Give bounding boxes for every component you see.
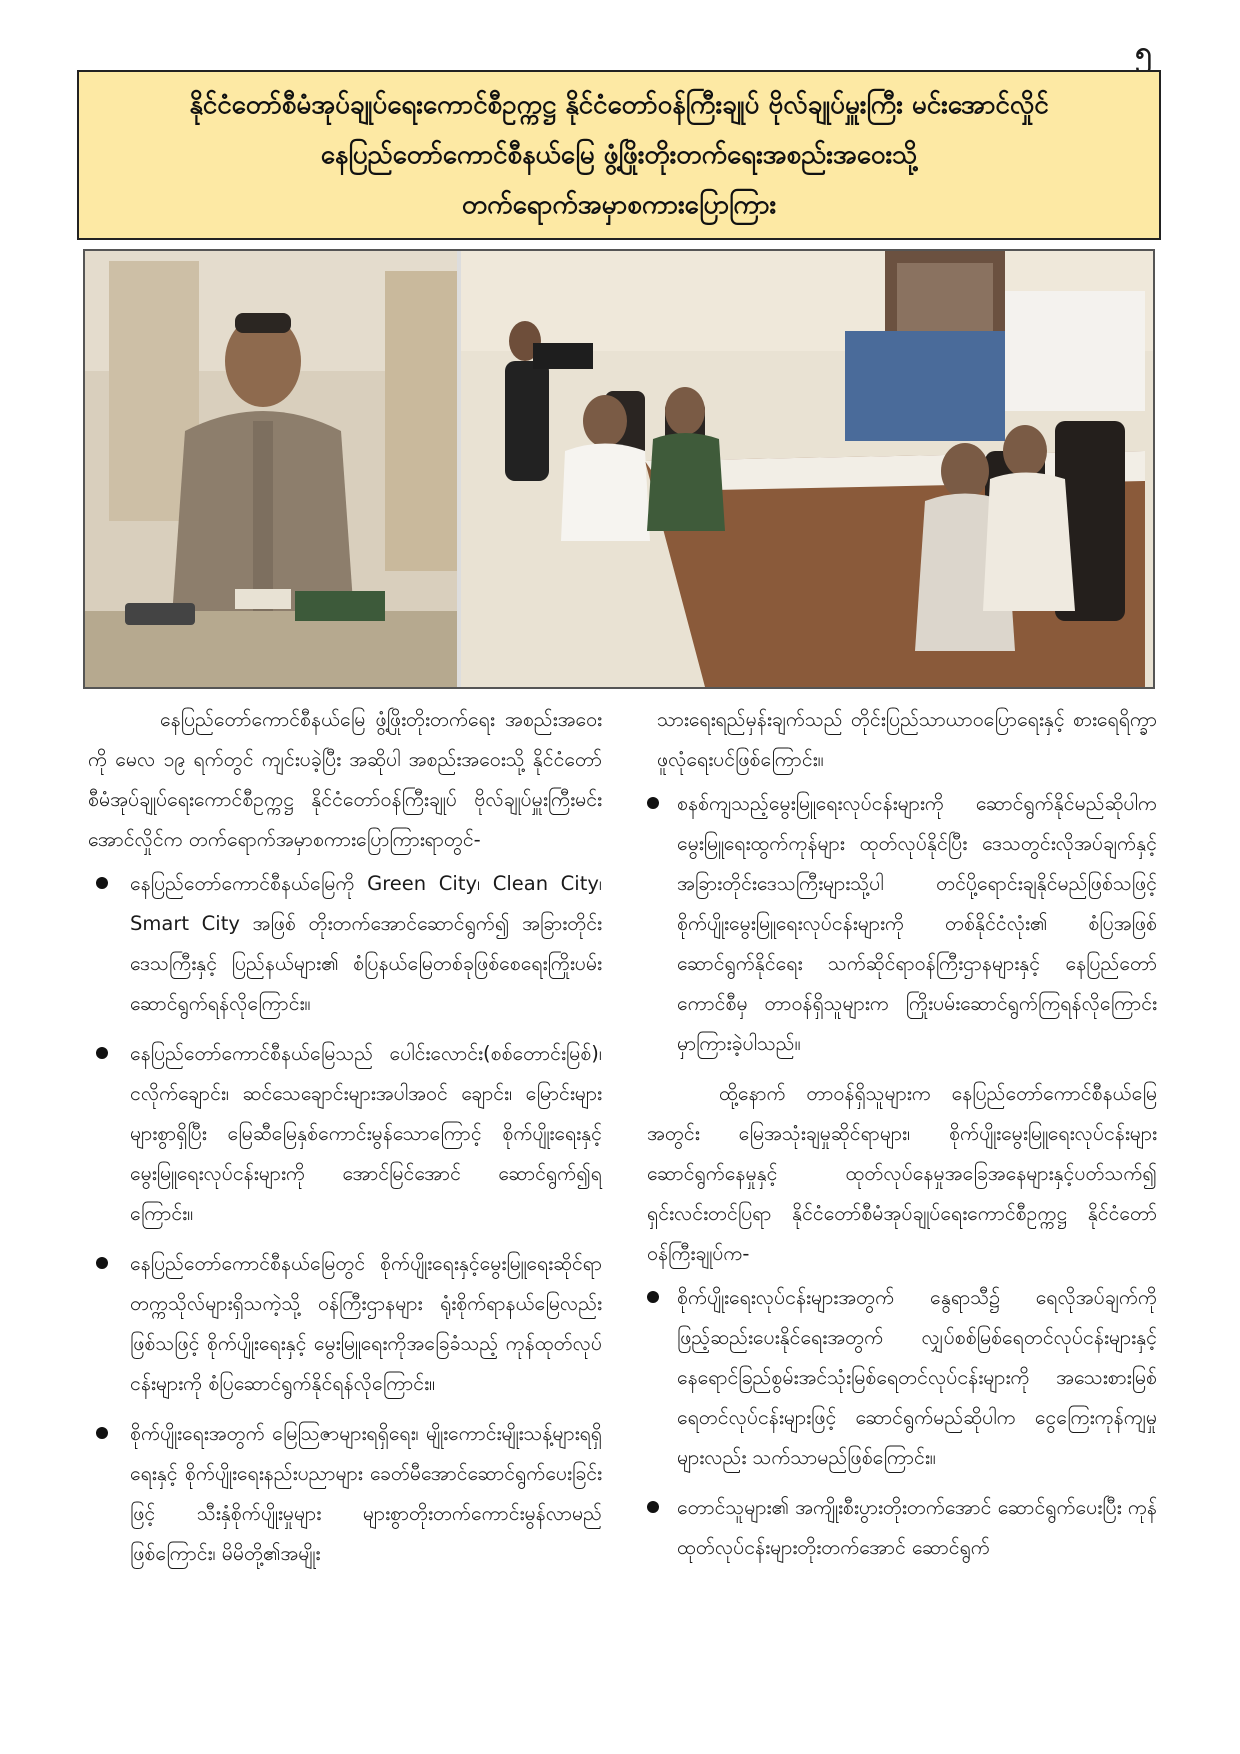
meeting-photo [83, 249, 1155, 689]
headline-line-2: နေပြည်တော်ကောင်စီနယ်မြေ ဖွံ့ဖြိုးတိုးတက်ရေးအစည်းအဝေးသို့ [320, 140, 918, 170]
bullet-text: စိုက်ပျိုးရေးလုပ်ငန်းများအတွက် နွေရာသီ၌ ရေလိုအပ်ချက်ကို ဖြည့်ဆည်းပေးနိုင်ရေးအတွက် လျှပ်စစ်မြစ်ရေတင်လုပ်ငန်းများနှင့် နေရောင်ခြည်စွမ်းအင်သုံးမြစ်ရေတင်လုပ်ငန်းများကို အသေးစားမြစ်ရေတင်လုပ်ငန်းများဖြင့် ဆောင်ရွက်မည်ဆိုပါက ငွေကြေးကုန်ကျမှုများလည်း သက်သာမည်ဖြစ်ကြောင်း။ [677, 1286, 1157, 1469]
bullet-dot-icon [96, 877, 108, 889]
left-column [88, 700, 602, 1584]
bullet-text: စနစ်ကျသည့်မွေးမြူရေးလုပ်ငန်းများကို ဆောင်ရွက်နိုင်မည်ဆိုပါက မွေးမြူရေးထွက်ကုန်များ ထုတ်လုပ်နိုင်ပြီး ဒေသတွင်းလိုအပ်ချက်နှင့် အခြားတိုင်းဒေသကြီးများသို့ပါ တင်ပို့ရောင်းချနိုင်မည်ဖြစ်သဖြင့် စိုက်ပျိုးမွေးမြူရေးလုပ်ငန်းများကို တစ်နိုင်ငံလုံး၏ စံပြအဖြစ်ဆောင်ရွက်နိုင်ရေး သက်ဆိုင်ရာဝန်ကြီးဌာနများနှင့် နေပြည်တော်ကောင်စီမှ တာဝန်ရှိသူများက ကြိုးပမ်းဆောင်ရွက်ကြရန်လိုကြောင်း မှာကြားခဲ့ပါသည်။ [677, 792, 1157, 1055]
bullet-dot-icon [96, 1257, 108, 1269]
bullet-dot-icon [96, 1047, 108, 1059]
bullet-item [96, 864, 602, 1024]
right-column [647, 700, 1157, 1578]
continued-paragraph: သားရေးရည်မှန်းချက်သည် တိုင်းပြည်သာယာဝပြောရေးနှင့် စားရေရိက္ခာဖူလုံရေးပင်ဖြစ်ကြောင်း။ [657, 708, 1157, 771]
bullet-text: နေပြည်တော်ကောင်စီနယ်မြေတွင် စိုက်ပျိုးရေးနှင့်မွေးမြူရေးဆိုင်ရာတက္ကသိုလ်များရှိသကဲ့သို့ ဝန်ကြီးဌာနများ ရုံးစိုက်ရာနယ်မြေလည်းဖြစ်သဖြင့် စိုက်ပျိုးရေးနှင့် မွေးမြူရေးကိုအခြေခံသည့် ကုန်ထုတ်လုပ်ငန်းများကို စံပြဆောင်ရွက်နိုင်ရန်လိုကြောင်း။ [130, 1252, 602, 1395]
bullet-item [96, 1244, 602, 1404]
headline-line-1: နိုင်ငံတော်စီမံအုပ်ချုပ်ရေးကောင်စီဥက္ကဋ္ဌ နိုင်ငံတော်ဝန်ကြီးချုပ် ဗိုလ်ချုပ်မှူးကြီး မင်းအောင်လှိုင် [189, 90, 1049, 120]
bullet-item [96, 1034, 602, 1234]
bullet-text: စိုက်ပျိုးရေးအတွက် မြေဩဇာများရရှိရေး၊ မျိုးကောင်းမျိုးသန့်များရရှိရေးနှင့် စိုက်ပျိုးရေးနည်းပညာများ ခေတ်မီအောင်ဆောင်ရွက်ပေးခြင်းဖြင့် သီးနှံစိုက်ပျိုးမှုများ များစွာတိုးတက်ကောင်းမွန်လာမည်ဖြစ်ကြောင်း၊ မိမိတို့၏အမျိုး [130, 1422, 602, 1565]
bullet-text: တောင်သူများ၏ အကျိုးစီးပွားတိုးတက်အောင် ဆောင်ရွက်ပေးပြီး ကုန်ထုတ်လုပ်ငန်းများတိုးတက်အောင် ဆောင်ရွက် [677, 1496, 1157, 1559]
page-number: ၅ [1135, 35, 1152, 70]
bullet-item [647, 1278, 1157, 1478]
headline-box [77, 70, 1161, 240]
meeting-photo-illustration [85, 251, 1153, 687]
bullet-item [647, 784, 1157, 1064]
body-paragraph: ထို့နောက် တာဝန်ရှိသူများက နေပြည်တော်ကောင်စီနယ်မြေအတွင်း မြေအသုံးချမှုဆိုင်ရာများ၊ စိုက်ပျိုးမွေးမြူရေးလုပ်ငန်းများဆောင်ရွက်နေမှုနှင့် ထုတ်လုပ်နေမှုအခြေအနေများနှင့်ပတ်သက်၍ ရှင်းလင်းတင်ပြရာ နိုင်ငံတော်စီမံအုပ်ချုပ်ရေးကောင်စီဥက္ကဋ္ဌ နိုင်ငံတော်ဝန်ကြီးချုပ်က- [647, 1082, 1157, 1265]
bullet-item [96, 1414, 602, 1574]
bullet-text: နေပြည်တော်ကောင်စီနယ်မြေကို Green City၊ Clean City၊ Smart City အဖြစ် တိုးတက်အောင်ဆောင်ရွက်၍ အခြားတိုင်းဒေသကြီးနှင့် ပြည်နယ်များ၏ စံပြနယ်မြေတစ်ခုဖြစ်စေရေးကြိုးပမ်းဆောင်ရွက်ရန်လိုကြောင်း။ [130, 872, 602, 1015]
bullet-dot-icon [647, 1501, 659, 1513]
headline-line-3: တက်ရောက်အမှာစကားပြောကြား [461, 190, 777, 220]
bullet-item [647, 1488, 1157, 1568]
intro-paragraph: နေပြည်တော်ကောင်စီနယ်မြေ ဖွံ့ဖြိုးတိုးတက်ရေး အစည်းအဝေးကို မေလ ၁၉ ရက်တွင် ကျင်းပခဲ့ပြီး အဆိုပါ အစည်းအဝေးသို့ နိုင်ငံတော်စီမံအုပ်ချုပ်ရေးကောင်စီဥက္ကဋ္ဌ နိုင်ငံတော်ဝန်ကြီးချုပ် ဗိုလ်ချုပ်မှူးကြီးမင်းအောင်လှိုင်က တက်ရောက်အမှာစကားပြောကြားရာတွင်- [88, 708, 602, 851]
bullet-dot-icon [96, 1427, 108, 1439]
bullet-text: နေပြည်တော်ကောင်စီနယ်မြေသည် ပေါင်းလောင်း(စစ်တောင်းမြစ်)၊ ငလိုက်ချောင်း၊ ဆင်သေချောင်းများအပါအဝင် ချောင်း၊ မြောင်းများ များစွာရှိပြီး မြေဆီမြေနှစ်ကောင်းမွန်သောကြောင့် စိုက်ပျိုးရေးနှင့် မွေးမြူရေးလုပ်ငန်းများကို အောင်မြင်အောင် ဆောင်ရွက်၍ရကြောင်း။ [130, 1042, 602, 1225]
bullet-dot-icon [647, 1291, 659, 1303]
bullet-dot-icon [647, 797, 659, 809]
